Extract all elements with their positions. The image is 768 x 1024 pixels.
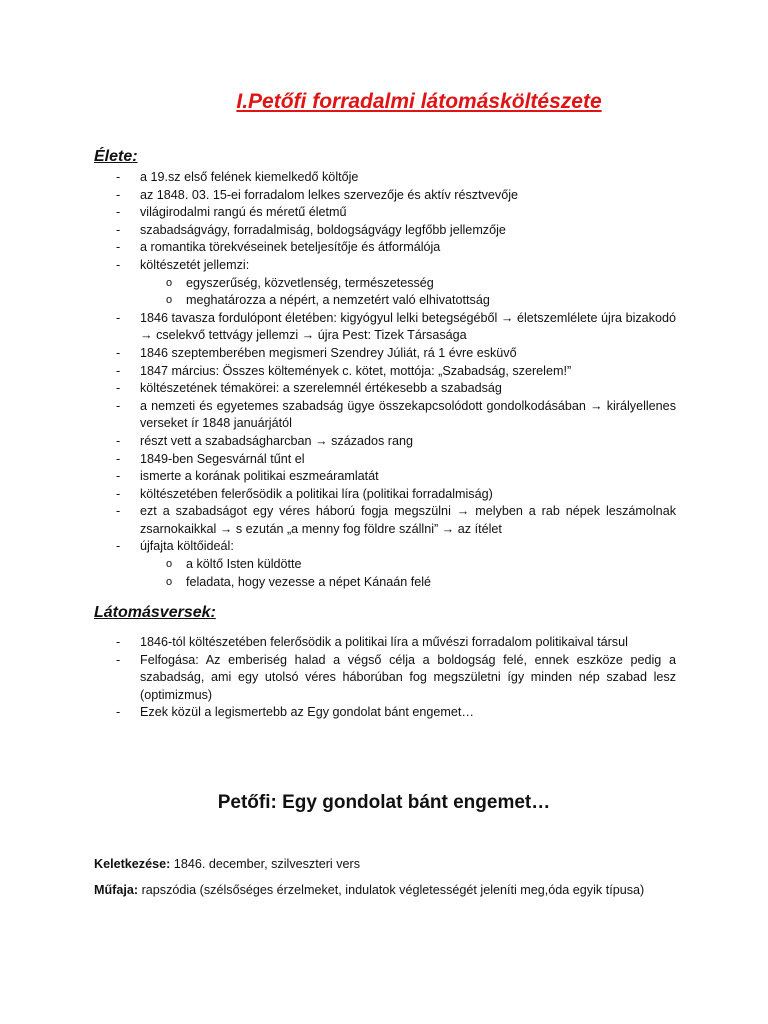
section-heading-latomasversek bbox=[94, 604, 216, 622]
origin-value: 1846. december, szilveszteri vers bbox=[170, 857, 360, 871]
list-item: - szabadságvágy, forradalmiság, boldogságvágy legfőbb jellemzője bbox=[94, 222, 676, 240]
list-item: - az 1848. 03. 15-ei forradalom lelkes szervezője és aktív résztvevője bbox=[94, 187, 676, 205]
list-item: - Ezek közül a legismertebb az Egy gondolat bánt engemet… bbox=[94, 704, 676, 722]
heading-colon: : bbox=[210, 604, 216, 621]
section-heading-text: Látomásversek bbox=[94, 604, 211, 621]
list-item: - részt vett a szabadságharcban → százados rang bbox=[94, 433, 676, 451]
list-item: - újfajta költőideál: bbox=[94, 538, 676, 556]
genre-line bbox=[94, 882, 676, 900]
latomasversek-list bbox=[94, 634, 676, 722]
list-item: - ismerte a korának politikai eszmeáramlatát bbox=[94, 468, 676, 486]
list-item: - ezt a szabadságot egy véres háború fogja megszülni → melyben a rab népek leszámolnak zsarnokaikkal → s ezután „a menny fog földre szállni” → az ítélet bbox=[94, 503, 676, 538]
elete-list bbox=[94, 169, 676, 591]
list-item: - Felfogása: Az emberiség halad a végső célja a boldogság felé, ennek eszköze pedig a szabadság, ami egy utolsó véres háborúban fog megszületni így minden nép szabad lesz (optimizmus) bbox=[94, 652, 676, 705]
sub-list-item: o meghatározza a népért, a nemzetért való elhivatottság bbox=[94, 292, 676, 310]
sub-list-item: o feladata, hogy vezesse a népet Kánaán felé bbox=[94, 574, 676, 592]
sub-list-item: o egyszerűség, közvetlenség, természetesség bbox=[94, 275, 676, 293]
list-item: - költészetének témakörei: a szerelemnél értékesebb a szabadság bbox=[94, 380, 676, 398]
list-item: - 1847 március: Összes költemények c. kötet, mottója: „Szabadság, szerelem!” bbox=[94, 363, 676, 381]
sub-list-item: o a költő Isten küldötte bbox=[94, 556, 676, 574]
list-item: - 1846 szeptemberében megismeri Szendrey Júliát, rá 1 évre esküvő bbox=[94, 345, 676, 363]
section-heading-elete bbox=[94, 148, 138, 166]
heading-colon: : bbox=[132, 148, 138, 165]
poem-title: Petőfi: Egy gondolat bánt engemet… bbox=[217, 792, 551, 813]
list-item: - a romantika törekvéseinek beteljesítője és átformálója bbox=[94, 239, 676, 257]
list-item: - 1846-tól költészetében felerősödik a politikai líra a művészi forradalom politikaival társul bbox=[94, 634, 676, 652]
section-heading-text: Élete bbox=[94, 148, 133, 165]
list-item: - a 19.sz első felének kiemelkedő költője bbox=[94, 169, 676, 187]
list-item: - világirodalmi rangú és méretű életmű bbox=[94, 204, 676, 222]
list-item: - 1849-ben Segesvárnál tűnt el bbox=[94, 451, 676, 469]
origin-line bbox=[94, 856, 676, 874]
list-item: - a nemzeti és egyetemes szabadság ügye összekapcsolódott gondolkodásában → királyellenes verseket ír 1848 januárjától bbox=[94, 398, 676, 433]
list-item: - költészetében felerősödik a politikai líra (politikai forradalmiság) bbox=[94, 486, 676, 504]
origin-label: Keletkezése: bbox=[94, 857, 171, 871]
genre-value: rapszódia (szélsőséges érzelmeket, indulatok végletességét jeleníti meg,óda egyik típusa) bbox=[138, 883, 645, 897]
list-item: - 1846 tavasza fordulópont életében: kigyógyul lelki betegségéből → életszemlélete újra bizakodó → cselekvő tettvágy jellemzi → újra Pest: Tizek Társasága bbox=[94, 310, 676, 345]
list-item: - költészetét jellemzi: bbox=[94, 257, 676, 275]
page-title: I.Petőfi forradalmi látomásköltészete bbox=[236, 90, 602, 113]
genre-label: Műfaja: bbox=[94, 883, 139, 897]
